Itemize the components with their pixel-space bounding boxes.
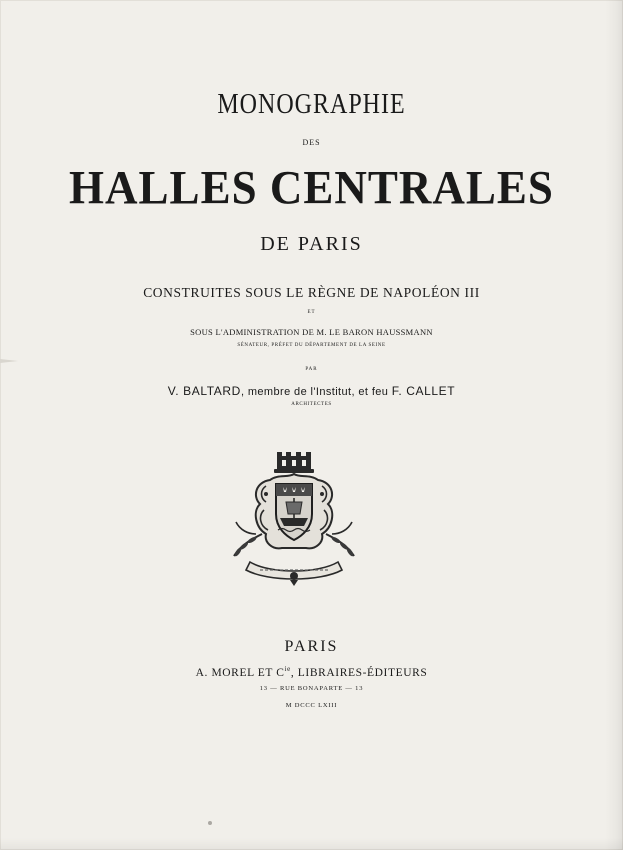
construction-line: CONSTRUITES SOUS LE RÈGNE DE NAPOLÉON III xyxy=(143,285,480,300)
title-line-halles-centrales: HALLES CENTRALES xyxy=(69,161,554,215)
publisher-name: A. MOREL ET C xyxy=(195,667,285,679)
paper-speck xyxy=(208,821,212,825)
author-baltard: V. BALTARD xyxy=(167,384,241,398)
publisher-suffix: , LIBRAIRES-ÉDITEURS xyxy=(290,667,428,679)
publisher-line xyxy=(0,665,623,679)
authors-role-architectes: ARCHITECTES xyxy=(291,402,332,407)
publisher-address: 13 — RUE BONAPARTE — 13 xyxy=(259,685,364,692)
conjunction-et: ET xyxy=(307,310,316,315)
author-callet: F. CALLET xyxy=(391,384,456,398)
by-par: PAR xyxy=(305,367,318,372)
administration-line: SOUS L'ADMINISTRATION DE M. LE BARON HAUSSMANN xyxy=(190,327,433,337)
administrator-titles: SÉNATEUR, PRÉFET DU DÉPARTEMENT DE LA SEINE xyxy=(237,343,386,348)
paris-coat-of-arms-icon xyxy=(226,450,362,586)
publisher-superscript: ie xyxy=(284,665,291,673)
title-line-de-paris: DE PARIS xyxy=(260,233,363,255)
title-line-monographie: MONOGRAPHIE xyxy=(217,89,406,121)
page-edge-shadow-right xyxy=(605,0,623,850)
author-role-text: , membre de l'Institut, et feu xyxy=(240,386,392,398)
publication-year: M DCCC LXIII xyxy=(285,702,338,709)
page-tear-mark xyxy=(0,357,18,365)
authors-line xyxy=(0,384,623,398)
title-connector-des: DES xyxy=(302,138,321,147)
imprint-city: PARIS xyxy=(284,638,339,655)
page-edge-shadow-bottom xyxy=(0,838,623,850)
